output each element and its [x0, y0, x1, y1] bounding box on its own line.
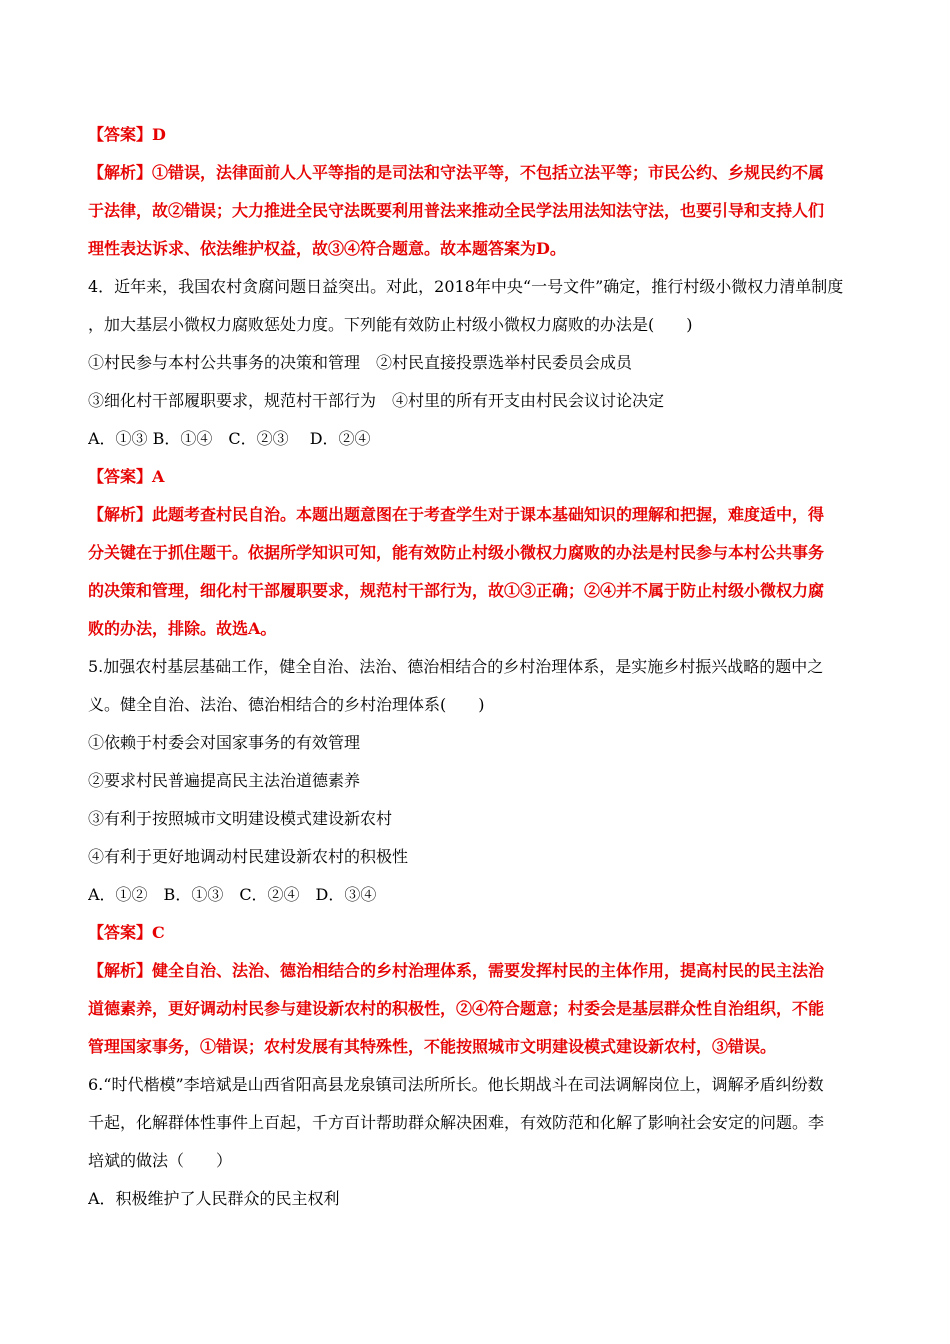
q4-analysis-line-4: 败的办法，排除。故选A。	[88, 619, 277, 638]
q5-statement-3: ③有利于按照城市文明建设模式建设新农村	[88, 809, 393, 828]
q3-analysis-line-2: 于法律，故②错误；大力推进全民守法既要利用普法来推动全民学法用法知法守法，也要引导和支持人们	[88, 201, 825, 220]
q5-stem-line-2: 义。健全自治、法治、德治相结合的乡村治理体系( )	[88, 695, 485, 714]
q4-statements-line-1: ①村民参与本村公共事务的决策和管理 ②村民直接投票选举村民委员会成员	[88, 353, 633, 372]
q5-statement-1: ①依赖于村委会对国家事务的有效管理	[88, 733, 361, 752]
q5-options: A．①② B．①③ C．②④ D．③④	[88, 885, 377, 904]
q6-stem-line-2: 千起，化解群体性事件上百起，千方百计帮助群众解决困难，有效防范和化解了影响社会安定的问题。李	[88, 1113, 825, 1132]
q5-answer: 【答案】C	[88, 923, 165, 942]
q6-stem-line-3: 培斌的做法（ ）	[88, 1151, 233, 1170]
q4-analysis-line-1: 【解析】此题考查村民自治。本题出题意图在于考查学生对于课本基础知识的理解和把握，难度适中，得	[88, 505, 825, 524]
q4-analysis-line-2: 分关键在于抓住题干。依据所学知识可知，能有效防止村级小微权力腐败的办法是村民参与本村公共事务	[88, 543, 825, 562]
q5-analysis-line-3: 管理国家事务，①错误；农村发展有其特殊性，不能按照城市文明建设模式建设新农村，③错误。	[88, 1037, 777, 1056]
q5-stem-line-1: 5.加强农村基层基础工作，健全自治、法治、德治相结合的乡村治理体系，是实施乡村振兴战略的题中之	[88, 657, 824, 676]
q4-stem-line-2: ，加大基层小微权力腐败惩处力度。下列能有效防止村级小微权力腐败的办法是( )	[88, 315, 693, 334]
q4-answer: 【答案】A	[88, 467, 165, 486]
q5-analysis-line-1: 【解析】健全自治、法治、德治相结合的乡村治理体系，需要发挥村民的主体作用，提高村民的民主法治	[88, 961, 825, 980]
q3-answer: 【答案】D	[88, 125, 166, 144]
document-page	[88, 116, 868, 1218]
q6-stem-line-1: 6.“时代楷模”李培斌是山西省阳高县龙泉镇司法所所长。他长期战斗在司法调解岗位上，调解矛盾纠纷数	[88, 1075, 824, 1094]
q3-analysis-line-3: 理性表达诉求、依法维护权益，故③④符合题意。故本题答案为D。	[88, 239, 566, 258]
q6-option-a: A．积极维护了人民群众的民主权利	[88, 1189, 340, 1208]
q4-statements-line-2: ③细化村干部履职要求，规范村干部行为 ④村里的所有开支由村民会议讨论决定	[88, 391, 665, 410]
q4-options: A．①③ B．①④ C．②③ D．②④	[88, 429, 371, 448]
q4-analysis-line-3: 的决策和管理，细化村干部履职要求，规范村干部行为，故①③正确；②④并不属于防止村级小微权力腐	[88, 581, 825, 600]
q5-analysis-line-2: 道德素养，更好调动村民参与建设新农村的积极性，②④符合题意；村委会是基层群众性自治组织，不能	[88, 999, 825, 1018]
q3-analysis-line-1: 【解析】①错误，法律面前人人平等指的是司法和守法平等，不包括立法平等；市民公约、乡规民约不属	[88, 163, 825, 182]
q4-stem-line-1: 4．近年来，我国农村贪腐问题日益突出。对此，2018年中央“一号文件”确定，推行村级小微权力清单制度	[88, 277, 844, 296]
q5-statement-2: ②要求村民普遍提高民主法治道德素养	[88, 771, 361, 790]
q5-statement-4: ④有利于更好地调动村民建设新农村的积极性	[88, 847, 409, 866]
